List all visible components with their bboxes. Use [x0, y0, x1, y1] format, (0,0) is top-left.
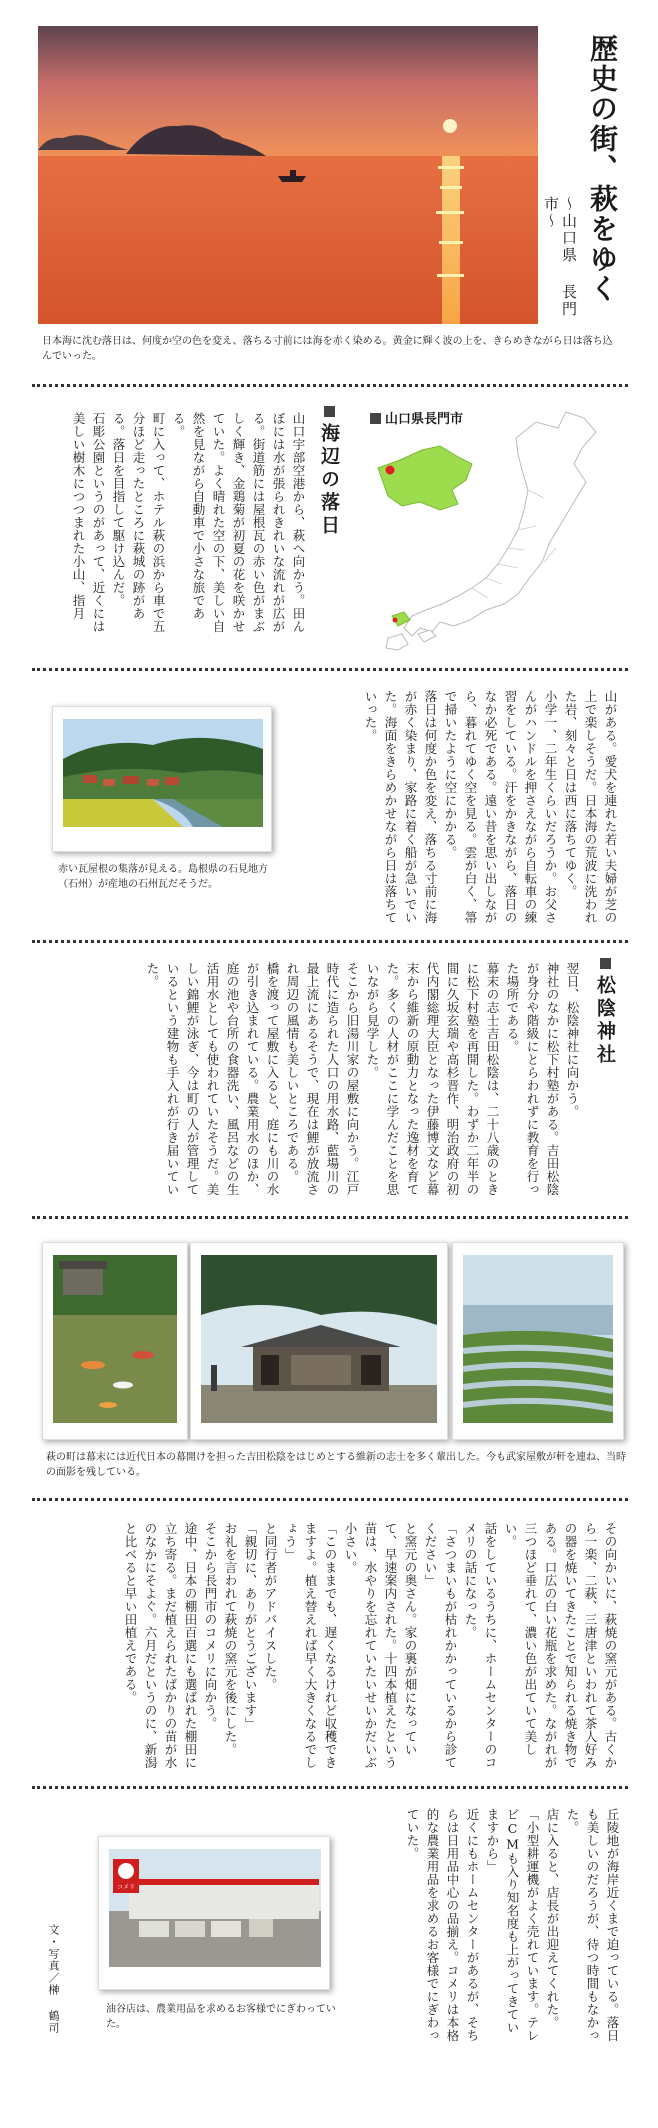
- koi-pond-photo: [53, 1255, 177, 1423]
- section4-paragraph: そこから長門市のコメリに向かう。: [203, 1522, 218, 1730]
- section-divider: [32, 384, 628, 387]
- section1-heading-text: 海辺の落日: [318, 423, 340, 538]
- section3-paragraph: そこから旧湯川家の屋敷に向かう。江戸時代に造られた人口の用水路、藍場川の最上流にあるそうで、現在は鯉が放流され周辺の風情も美しいところである。: [285, 962, 360, 1196]
- village-photo-caption: 赤い瓦屋根の集落が見える。島根県の石見地方（石州）が産地の石州瓦だそうだ。: [58, 864, 268, 890]
- page-title: 歴史の街、萩をゆく: [586, 34, 619, 304]
- section4-paragraph: お礼を言われて萩焼の窯元を後にした。: [223, 1522, 238, 1756]
- map-label-marker: [370, 413, 381, 424]
- section5-paragraph: 店に入ると、店長が出迎えてくれた。: [545, 1808, 560, 2029]
- rice-terrace-photo: [463, 1255, 613, 1423]
- shoka-sonjuku-photo: [201, 1255, 437, 1423]
- map: [368, 398, 618, 656]
- section2-paragraph: 山がある。愛犬を連れた若い夫婦が芝の上で楽しそうだ。日本海の荒波に洗われた岩、刻々と日は西に落ちてゆく。: [563, 690, 618, 924]
- section1-text: [36, 412, 308, 638]
- section1-paragraph: 町に入って、ホテル萩の浜から車で五分ほど走ったところに萩城の跡がある。落日を目指して駆け込んだ。: [111, 412, 166, 633]
- section4-paragraph: 「このままでも、遅くなるけれど収穫できますよ。植え替えれば早く大きくなるでしょう」: [283, 1522, 338, 1769]
- section4-text: [36, 1522, 620, 1772]
- hero-caption: 日本海に沈む落日は、何度か空の色を変え、落ちる寸前には海を赤く染める。黄金に輝く波の上を、きらめきながら日は落ち込んでいった。: [42, 336, 613, 362]
- section3-heading-text: 松陰神社: [594, 975, 616, 1067]
- section3-paragraph: 翌日、松陰神社に向かう。: [565, 962, 580, 1118]
- section2-paragraph: 小学一、二年生くらいだろうか。お父さんがハンドルを押さえながら自転車の練習をしている。汗をかきながら、落日のなか必死である。遠い昔を思い出しながら、暮れてゆく空を見る。雲が白く、箒で掃いたように空にかかる。: [443, 690, 558, 924]
- section-divider: [32, 1216, 628, 1219]
- section2-paragraph: 落日は何度か色を変え、落ちる寸前に海が赤く染まり、家路に着く船が急いでいた。海面をきらめかせながら日は落ちていった。: [363, 690, 438, 924]
- section4-paragraph: 途中、日本の棚田百選にも選ばれた棚田に立ち寄る。まだ植えられたばかりの苗が水のなかにそよぐ。六月だというのに、新潟と比べると早い田植えである。: [123, 1522, 198, 1769]
- section4-paragraph: 「さつまいもが枯れかかっているから診てください」: [423, 1522, 458, 1769]
- section3-paragraph: 神社のなかに松下村塾がある。吉田松陰が身分や階級にとらわれずに教育を行った場所である。: [505, 962, 560, 1196]
- section4-paragraph: 話をしているうちに、ホームセンターのコメリの話になった。: [463, 1522, 498, 1769]
- section5-paragraph: 近くにもホームセンターがあるが、そちらは日用品中心の品揃え。コメリは本格的な農業用品を求めるお客様でにぎわっていた。: [405, 1808, 480, 2042]
- section-divider: [32, 1786, 628, 1789]
- store-photo-frame: [98, 1836, 330, 1990]
- komeri-store-photo: [109, 1849, 321, 1967]
- sunset-image: [38, 26, 538, 324]
- map-label-text: 山口県長門市: [385, 412, 464, 427]
- gallery-photo-frame: [452, 1242, 624, 1440]
- store-sign-text: コメリ: [116, 1884, 136, 1891]
- heading-marker: [324, 406, 335, 417]
- section4-paragraph: と窯元の奥さん。家の裏が畑になっていて、早速案内された。十四本植えたという苗は、水やりを忘れていたいせいかだいぶ小さい。: [343, 1522, 418, 1769]
- village-photo-frame: [52, 706, 272, 852]
- store-photo-caption: 油谷店は、農業用品を求めるお客様でにぎわっていた。: [106, 2004, 336, 2030]
- section1-paragraph: 石彫公園というのがあって、近くには美しい樹木につつまれた小山、指月: [71, 412, 106, 633]
- japan-map: [368, 398, 618, 656]
- article-credit: 文・写真／榊 鶴司: [47, 1924, 60, 2034]
- gallery-photo-frame: [190, 1242, 448, 1440]
- village-photo: [63, 719, 263, 827]
- section1-paragraph: 山口宇部空港から、萩へ向かう。田んぼには水が張られきれいな流れが広がる。街道筋には屋根瓦の赤い色がまぶしく輝き、金鶏菊が初夏の花を咲かせていた。よく晴れた空の下、美しい自然を見ながら自動車で小さな旅である。: [171, 412, 306, 633]
- section3-paragraph: 橋を渡って屋敷に入ると、庭にも川の水が引き込まれている。農業用水のほか、庭の池や台所の食器洗い、風呂などの生活用水としても使われていたそうだ。美しい錦鯉が泳ぎ、今は町の人が管理しているという建物も手入れが行き届いていた。: [145, 962, 280, 1196]
- gallery-caption: 萩の町は幕末には近代日本の幕開けを担った吉田松陰をはじめとする維新の志士を多く輩出した。今も武家屋敷が軒を連ね、当時の面影を残している。: [46, 1452, 626, 1478]
- section3-text: [36, 962, 582, 1204]
- section2-text: [286, 690, 620, 928]
- section3-paragraph: 幕末の志士吉田松陰は、二十八歳のときに松下村塾を再開した。わずか二年半の間に久坂玄瑞や高杉晋作、明治政府の初代内閣総理大臣となった伊藤博文など幕末から維新の原動力となった逸材を育てた。多くの人材がここに学んだことを思いながら見学した。: [365, 962, 500, 1196]
- heading-marker: [600, 958, 611, 969]
- section4-paragraph: その向かいに、萩焼の窯元がある。古くから一楽、二萩、三唐津といわれて茶人好みの器を焼いてきたことで知られる焼き物である。口広の白い花瓶を求めた。ながれが三つほど垂れて、濃い色が出ていて美しい。: [503, 1522, 618, 1769]
- section5-paragraph: 「小型耕運機がよく売れています。テレビCMも入り知名度も上がってきていますから」: [485, 1808, 540, 2042]
- hero-photo: [38, 26, 538, 324]
- section4-paragraph: 「親切に、ありがとうございます」: [243, 1522, 258, 1730]
- section1-heading: [318, 406, 340, 538]
- page-subtitle: 〜山口県 長門市〜: [542, 196, 578, 318]
- section5-text: [350, 1808, 622, 2042]
- section4-paragraph: と同行者がアドバイスした。: [263, 1522, 278, 1691]
- section-divider: [32, 668, 628, 671]
- location-marker: [386, 466, 395, 475]
- map-label: [370, 408, 463, 427]
- section5-paragraph: 丘陵地が海岸近くまで迫っている。落日も美しいのだろうが、待つ時間もなかった。: [565, 1808, 620, 2042]
- section3-heading: [594, 958, 616, 1067]
- section-divider: [32, 940, 628, 943]
- gallery-photo-frame: [42, 1242, 188, 1440]
- section-divider: [32, 1498, 628, 1501]
